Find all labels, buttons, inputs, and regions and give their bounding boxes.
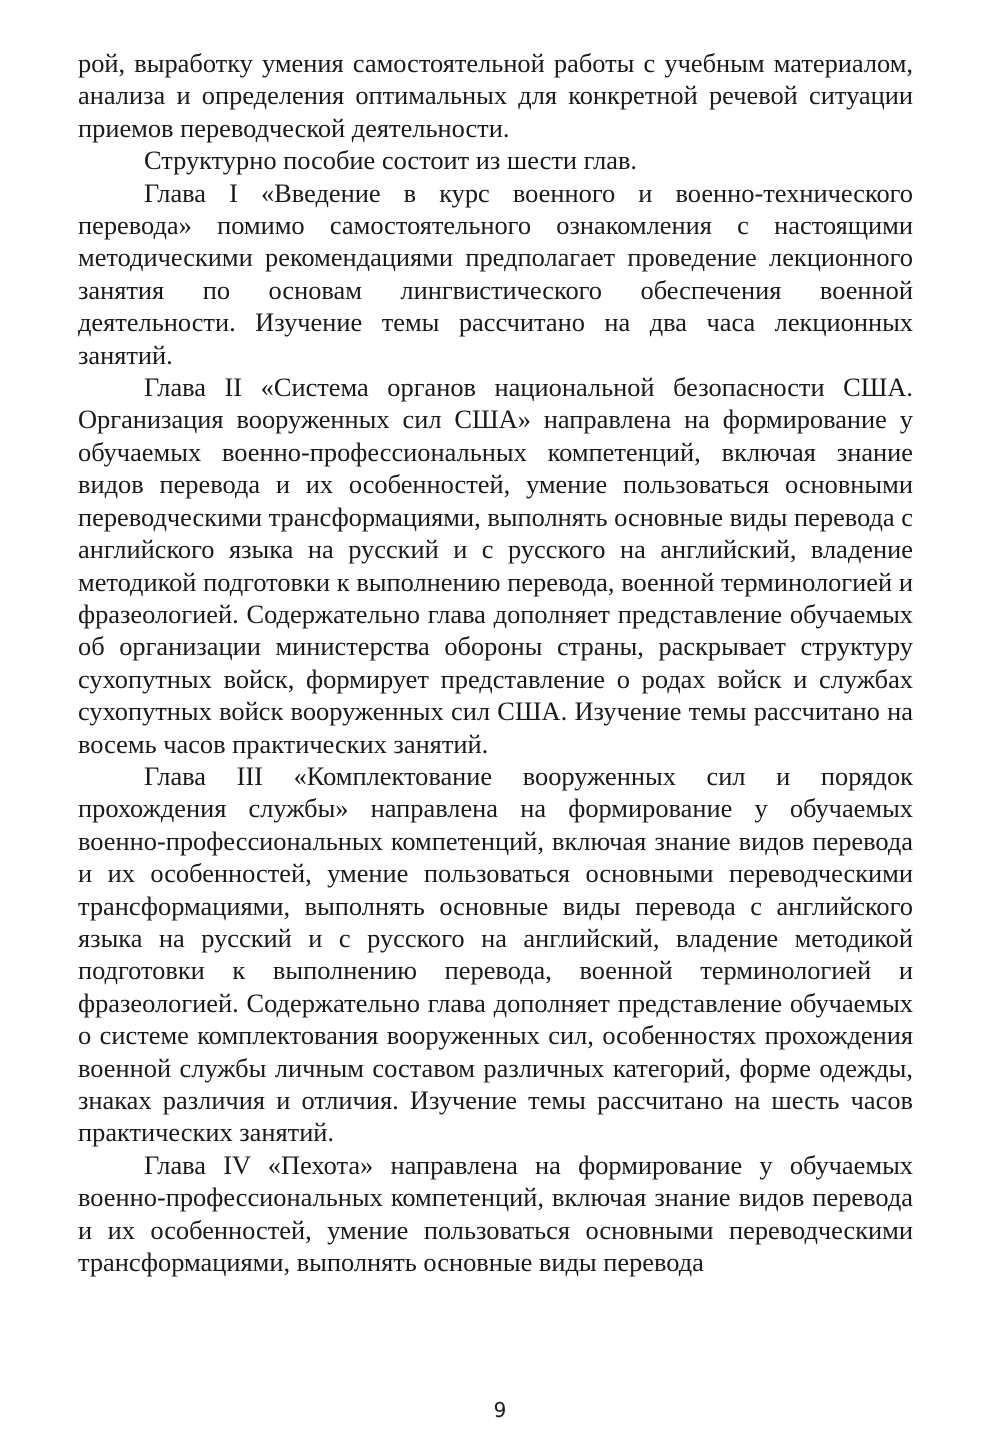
page-number: 9 (493, 1398, 507, 1422)
paragraph-chapter-4: Глава IV «Пехота» направлена на формирование у обучаемых военно-профессиональных компетенций, включая знание видов перевода и их особенностей, умение пользоваться основными переводческими трансформациями, выполнять основные виды перевода (78, 1149, 913, 1278)
paragraph-continuation: рой, выработку умения самостоятельной работы с учебным материалом, анализа и определения оптимальных для конкретной речевой ситуации приемов переводческой деятельности. (78, 48, 913, 143)
paragraph-structure: Структурно пособие состоит из шести глав. (144, 145, 638, 176)
body-text (78, 47, 913, 1278)
paragraph-chapter-1: Глава I «Введение в курс военного и военно-технического перевода» помимо самостоятельного ознакомления с настоящими методическими рекомендациями предполагает проведение лекционного занятия по основам лингвистического обеспечения военной деятельности. Изучение темы рассчитано на два часа лекционных занятий. (78, 177, 913, 370)
paragraph-chapter-3: Глава III «Комплектование вооруженных сил и порядок прохождения службы» направлена на формирование у обучаемых военно-профессиональных компетенций, включая знание видов перевода и их особенностей, умение пользоваться основными переводческими трансформациями, выполнять основные виды перевода с английского языка на русский и с русского на английский, владение методикой подготовки к выполнению перевода, военной терминологией и фразеологией. Содержательно глава дополняет представление обучаемых о системе комплектования вооруженных сил, особенностях прохождения военной службы личным составом различных категорий, форме одежды, знаках различия и отличия. Изучение темы рассчитано на шесть часов практических занятий. (78, 760, 913, 1148)
paragraph-chapter-2: Глава II «Система органов национальной безопасности США. Организация вооруженных сил США» направлена на формирование у обучаемых военно-профессиональных компетенций, включая знание видов перевода и их особенностей, умение пользоваться основными переводческими трансформациями, выполнять основные виды перевода с английского языка на русский и с русского на английский, владение методикой подготовки к выполнению перевода, военной терминологией и фразеологией. Содержательно глава дополняет представление обучаемых об организации министерства обороны страны, раскрывает структуру сухопутных войск, формирует представление о родах войск и службах сухопутных войск вооруженных сил США. Изучение темы рассчитано на восемь часов практических занятий. (78, 372, 913, 759)
